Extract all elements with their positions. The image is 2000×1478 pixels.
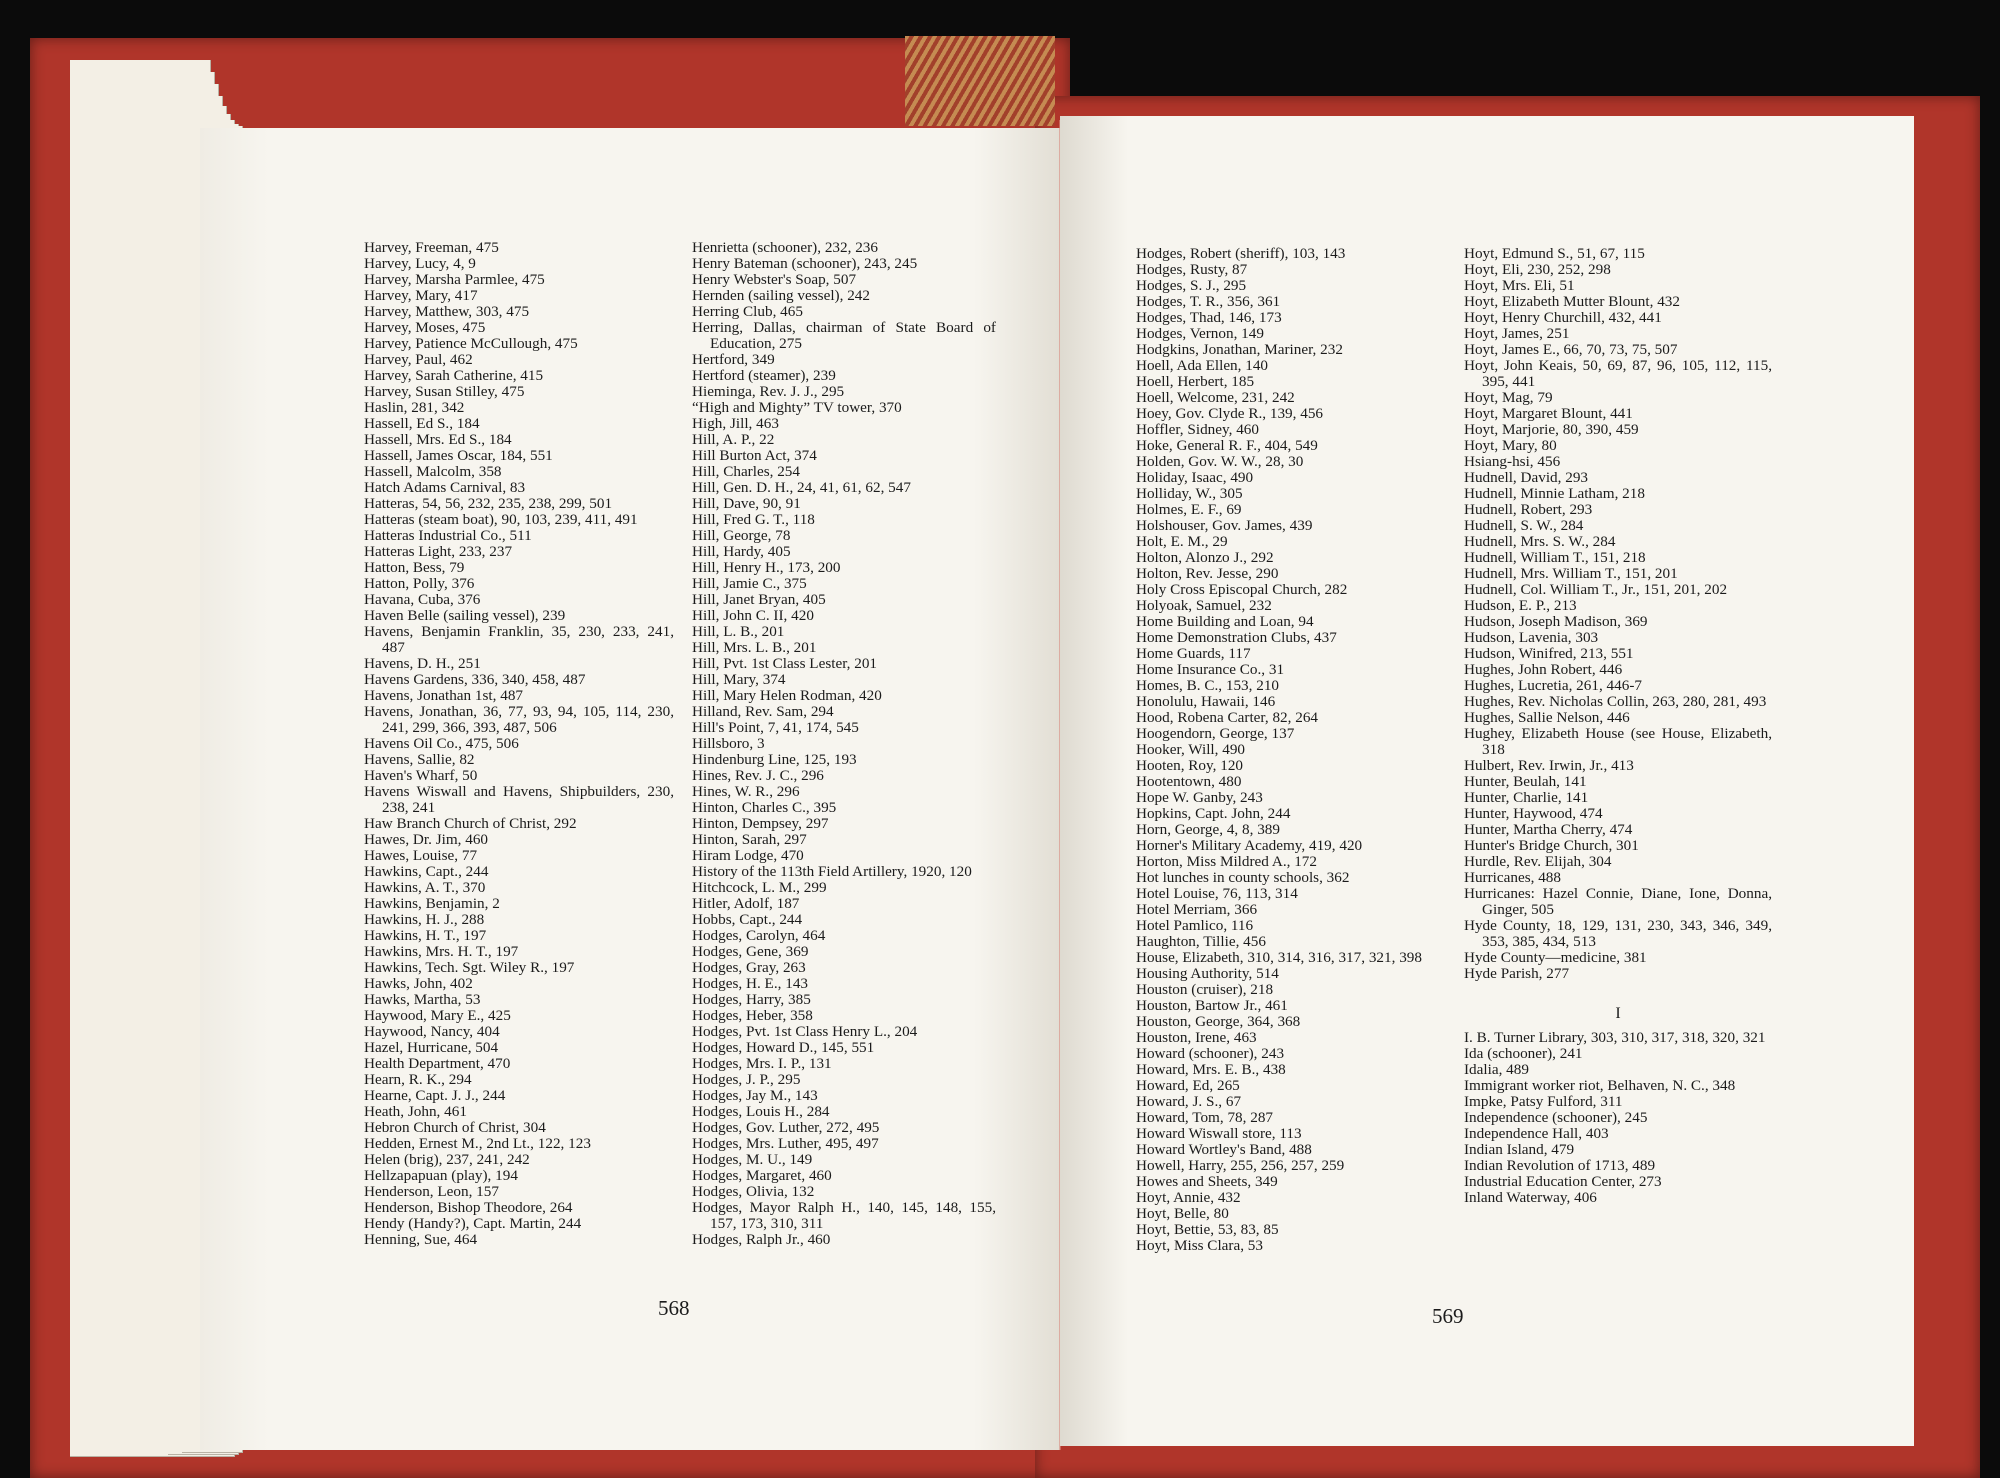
index-entry: Hodges, Thad, 146, 173 — [1136, 309, 1282, 326]
index-entry: Home Guards, 117 — [1136, 645, 1251, 662]
index-entry: Hodges, Heber, 358 — [692, 1007, 813, 1024]
index-entry: Hoell, Welcome, 231, 242 — [1136, 389, 1295, 406]
index-entry: Hulbert, Rev. Irwin, Jr., 413 — [1464, 757, 1634, 774]
index-entry: Hodges, T. R., 356, 361 — [1136, 293, 1281, 310]
index-entry: Howard (schooner), 243 — [1136, 1045, 1285, 1062]
index-entry: Haslin, 281, 342 — [364, 399, 465, 416]
index-entry: Hoey, Gov. Clyde R., 139, 456 — [1136, 405, 1324, 422]
index-entry: Haw Branch Church of Christ, 292 — [364, 815, 577, 832]
index-entry: Hughes, Rev. Nicholas Collin, 263, 280, 281, 493 — [1464, 693, 1767, 710]
index-entry: Hot lunches in county schools, 362 — [1136, 869, 1350, 886]
index-entry: Hudnell, Minnie Latham, 218 — [1464, 485, 1645, 502]
index-entry: Hoyt, Eli, 230, 252, 298 — [1464, 261, 1611, 278]
index-entry: Hill, Charles, 254 — [692, 463, 800, 480]
index-entry: Havens, Benjamin Franklin, 35, 230, 233, 241, 487 — [364, 623, 674, 656]
index-entry: Hill Burton Act, 374 — [692, 447, 817, 464]
index-entry: Holshouser, Gov. James, 439 — [1136, 517, 1313, 534]
index-entry: Hodges, Gov. Luther, 272, 495 — [692, 1119, 880, 1136]
index-entry: Hudnell, Col. William T., Jr., 151, 201, 202 — [1464, 581, 1728, 598]
index-entry: Hudson, Winifred, 213, 551 — [1464, 645, 1634, 662]
index-entry: Hudson, Lavenia, 303 — [1464, 629, 1599, 646]
index-entry: Hoell, Herbert, 185 — [1136, 373, 1255, 390]
right-column-2 — [1464, 246, 1772, 1206]
index-entry: Havana, Cuba, 376 — [364, 591, 481, 608]
index-entry: Hatteras (steam boat), 90, 103, 239, 411, 491 — [364, 511, 638, 528]
index-entry: Hodges, S. J., 295 — [1136, 277, 1247, 294]
index-entry: Hill, L. B., 201 — [692, 623, 785, 640]
left-column-1 — [364, 240, 674, 1248]
index-entry: Hunter, Haywood, 474 — [1464, 805, 1603, 822]
index-entry: Herring, Dallas, chairman of State Board of Education, 275 — [692, 319, 996, 352]
index-entry: Henrietta (schooner), 232, 236 — [692, 239, 878, 256]
index-entry: Havens, D. H., 251 — [364, 655, 481, 672]
index-entry: Havens, Jonathan, 36, 77, 93, 94, 105, 114, 230, 241, 299, 366, 393, 487, 506 — [364, 703, 674, 736]
index-entry: Holmes, E. F., 69 — [1136, 501, 1242, 518]
index-entry: Hoyt, Edmund S., 51, 67, 115 — [1464, 245, 1645, 262]
headband — [905, 36, 1055, 126]
index-entry: Hopkins, Capt. John, 244 — [1136, 805, 1291, 822]
index-entry: Hill, Pvt. 1st Class Lester, 201 — [692, 655, 878, 672]
index-entry: Hassell, Ed S., 184 — [364, 415, 480, 432]
index-entry: Home Demonstration Clubs, 437 — [1136, 629, 1337, 646]
index-entry: Hodges, Pvt. 1st Class Henry L., 204 — [692, 1023, 918, 1040]
index-entry: Hunter, Beulah, 141 — [1464, 773, 1587, 790]
section-letter: I — [1615, 1005, 1621, 1022]
index-entry: Home Insurance Co., 31 — [1136, 661, 1285, 678]
index-entry: Hodges, Mayor Ralph H., 140, 145, 148, 155, 157, 173, 310, 311 — [692, 1199, 996, 1232]
index-entry: Harvey, Marsha Parmlee, 475 — [364, 271, 545, 288]
index-entry: Hawkins, Mrs. H. T., 197 — [364, 943, 519, 960]
index-entry: Homes, B. C., 153, 210 — [1136, 677, 1280, 694]
index-entry: Hill, Mrs. L. B., 201 — [692, 639, 817, 656]
index-entry: Howard, J. S., 67 — [1136, 1093, 1242, 1110]
index-entry: Horner's Military Academy, 419, 420 — [1136, 837, 1363, 854]
index-entry: Hoke, General R. F., 404, 549 — [1136, 437, 1318, 454]
right-page-number: 569 — [1432, 1304, 1464, 1328]
index-entry: Herring Club, 465 — [692, 303, 803, 320]
index-entry: Hill, George, 78 — [692, 527, 791, 544]
index-entry: Hoyt, Bettie, 53, 83, 85 — [1136, 1221, 1279, 1238]
index-entry: Hughes, Sallie Nelson, 446 — [1464, 709, 1630, 726]
index-entry: Houston (cruiser), 218 — [1136, 981, 1274, 998]
index-entry: Hunter, Charlie, 141 — [1464, 789, 1589, 806]
index-entry: Independence Hall, 403 — [1464, 1125, 1609, 1142]
index-entry: Hodges, Jay M., 143 — [692, 1087, 818, 1104]
index-entry: Hindenburg Line, 125, 193 — [692, 751, 857, 768]
index-entry: Harvey, Lucy, 4, 9 — [364, 255, 476, 272]
index-entry: Inland Waterway, 406 — [1464, 1189, 1597, 1206]
index-entry: Indian Island, 479 — [1464, 1141, 1575, 1158]
index-entry: Hinton, Sarah, 297 — [692, 831, 807, 848]
index-entry: Hudnell, Robert, 293 — [1464, 501, 1593, 518]
index-entry: Hodges, Robert (sheriff), 103, 143 — [1136, 245, 1346, 262]
index-entry: Horton, Miss Mildred A., 172 — [1136, 853, 1317, 870]
index-entry: Havens Gardens, 336, 340, 458, 487 — [364, 671, 586, 688]
index-entry: Hearne, Capt. J. J., 244 — [364, 1087, 506, 1104]
index-entry: Hodges, H. E., 143 — [692, 975, 809, 992]
index-entry: Housing Authority, 514 — [1136, 965, 1279, 982]
index-entry: Harvey, Moses, 475 — [364, 319, 486, 336]
index-entry: Holton, Alonzo J., 292 — [1136, 549, 1274, 566]
index-entry: Hyde Parish, 277 — [1464, 965, 1570, 982]
index-entry: Hyde County, 18, 129, 131, 230, 343, 346, 349, 353, 385, 434, 513 — [1464, 917, 1772, 950]
index-entry: Hodges, Rusty, 87 — [1136, 261, 1248, 278]
index-entry: Hoyt, Elizabeth Mutter Blount, 432 — [1464, 293, 1680, 310]
index-entry: Hawkins, H. J., 288 — [364, 911, 485, 928]
index-entry: I. B. Turner Library, 303, 310, 317, 318, 320, 321 — [1464, 1029, 1766, 1046]
index-entry: Hodges, Olivia, 132 — [692, 1183, 815, 1200]
index-entry: Hyde County—medicine, 381 — [1464, 949, 1647, 966]
index-entry: Howard, Tom, 78, 287 — [1136, 1109, 1274, 1126]
index-entry: Howard Wortley's Band, 488 — [1136, 1141, 1312, 1158]
index-entry: Hodges, Harry, 385 — [692, 991, 811, 1008]
index-entry: Hill, Dave, 90, 91 — [692, 495, 801, 512]
index-entry: Ida (schooner), 241 — [1464, 1045, 1583, 1062]
index-entry: Hodgkins, Jonathan, Mariner, 232 — [1136, 341, 1343, 358]
index-entry: Hassell, Malcolm, 358 — [364, 463, 502, 480]
index-entry: Hudson, Joseph Madison, 369 — [1464, 613, 1648, 630]
index-entry: Harvey, Paul, 462 — [364, 351, 473, 368]
index-entry: Hodges, Louis H., 284 — [692, 1103, 830, 1120]
index-entry: Havens, Jonathan 1st, 487 — [364, 687, 524, 704]
index-entry: Haughton, Tillie, 456 — [1136, 933, 1266, 950]
index-entry: Hieminga, Rev. J. J., 295 — [692, 383, 845, 400]
index-entry: Hawes, Louise, 77 — [364, 847, 478, 864]
index-entry: Hillsboro, 3 — [692, 735, 765, 752]
index-entry: Haywood, Nancy, 404 — [364, 1023, 500, 1040]
index-entry: Hotel Louise, 76, 113, 314 — [1136, 885, 1298, 902]
index-entry: Hodges, Gene, 369 — [692, 943, 809, 960]
index-entry: Hudnell, S. W., 284 — [1464, 517, 1584, 534]
index-entry: Hughes, John Robert, 446 — [1464, 661, 1623, 678]
index-entry: Howard Wiswall store, 113 — [1136, 1125, 1302, 1142]
index-entry: Hoffler, Sidney, 460 — [1136, 421, 1259, 438]
index-entry: Hughes, Lucretia, 261, 446-7 — [1464, 677, 1642, 694]
index-entry: Haven Belle (sailing vessel), 239 — [364, 607, 566, 624]
index-entry: Home Building and Loan, 94 — [1136, 613, 1314, 630]
index-entry: Harvey, Freeman, 475 — [364, 239, 499, 256]
index-entry: Hope W. Ganby, 243 — [1136, 789, 1263, 806]
index-entry: Heath, John, 461 — [364, 1103, 467, 1120]
index-entry: Hodges, Gray, 263 — [692, 959, 806, 976]
index-entry: Hodges, Howard D., 145, 551 — [692, 1039, 875, 1056]
index-entry: Hoyt, Margaret Blount, 441 — [1464, 405, 1633, 422]
index-entry: Hodges, J. P., 295 — [692, 1071, 801, 1088]
index-entry: Hinton, Charles C., 395 — [692, 799, 837, 816]
index-entry: Hobbs, Capt., 244 — [692, 911, 803, 928]
index-entry: Hodges, Vernon, 149 — [1136, 325, 1264, 342]
index-entry: Hill's Point, 7, 41, 174, 545 — [692, 719, 859, 736]
index-entry: Immigrant worker riot, Belhaven, N. C., 348 — [1464, 1077, 1736, 1094]
index-entry: Hodges, Carolyn, 464 — [692, 927, 826, 944]
index-entry: Hoyt, John Keais, 50, 69, 87, 96, 105, 112, 115, 395, 441 — [1464, 357, 1772, 390]
index-entry: Hill, John C. II, 420 — [692, 607, 814, 624]
index-entry: Hitchcock, L. M., 299 — [692, 879, 827, 896]
index-entry: Hudnell, Mrs. William T., 151, 201 — [1464, 565, 1678, 582]
index-entry: Houston, George, 364, 368 — [1136, 1013, 1301, 1030]
index-entry: Hines, Rev. J. C., 296 — [692, 767, 824, 784]
index-entry: Indian Revolution of 1713, 489 — [1464, 1157, 1656, 1174]
index-entry: Hill, A. P., 22 — [692, 431, 775, 448]
index-entry: Hoyt, Belle, 80 — [1136, 1205, 1229, 1222]
index-entry: Hebron Church of Christ, 304 — [364, 1119, 546, 1136]
index-entry: Hudnell, Mrs. S. W., 284 — [1464, 533, 1616, 550]
index-entry: Holyoak, Samuel, 232 — [1136, 597, 1272, 614]
index-entry: Hawks, John, 402 — [364, 975, 473, 992]
index-entry: Hodges, M. U., 149 — [692, 1151, 813, 1168]
index-entry: Hughey, Elizabeth House (see House, Elizabeth, 318 — [1464, 725, 1772, 758]
index-entry: Henry Bateman (schooner), 243, 245 — [692, 255, 918, 272]
index-entry: Hodges, Mrs. Luther, 495, 497 — [692, 1135, 879, 1152]
index-entry: Hatton, Polly, 376 — [364, 575, 475, 592]
index-entry: Hitler, Adolf, 187 — [692, 895, 800, 912]
index-entry: Hudson, E. P., 213 — [1464, 597, 1577, 614]
index-entry: Houston, Irene, 463 — [1136, 1029, 1257, 1046]
index-entry: Howard, Mrs. E. B., 438 — [1136, 1061, 1286, 1078]
index-entry: Hootentown, 480 — [1136, 773, 1242, 790]
index-entry: Hurricanes: Hazel Connie, Diane, Ione, Donna, Ginger, 505 — [1464, 885, 1772, 918]
index-entry: Howes and Sheets, 349 — [1136, 1173, 1278, 1190]
index-entry: Hatton, Bess, 79 — [364, 559, 465, 576]
index-entry: Hodges, Margaret, 460 — [692, 1167, 832, 1184]
right-column-1 — [1136, 246, 1444, 1254]
bleed-through-text — [432, 98, 662, 116]
index-entry: Hudnell, David, 293 — [1464, 469, 1589, 486]
index-entry: Hatch Adams Carnival, 83 — [364, 479, 526, 496]
index-entry: Hawkins, Benjamin, 2 — [364, 895, 500, 912]
index-entry: Hoogendorn, George, 137 — [1136, 725, 1295, 742]
index-entry: Hatteras, 54, 56, 232, 235, 238, 299, 501 — [364, 495, 613, 512]
index-entry: Hill, Janet Bryan, 405 — [692, 591, 826, 608]
index-entry: Hunter, Martha Cherry, 474 — [1464, 821, 1633, 838]
index-entry: Havens, Sallie, 82 — [364, 751, 475, 768]
index-entry: Hoyt, Mrs. Eli, 51 — [1464, 277, 1575, 294]
index-entry: High, Jill, 463 — [692, 415, 779, 432]
index-entry: Hoyt, Miss Clara, 53 — [1136, 1237, 1263, 1254]
left-page — [200, 128, 1060, 1450]
index-entry: Holton, Rev. Jesse, 290 — [1136, 565, 1279, 582]
index-entry: Hill, Gen. D. H., 24, 41, 61, 62, 547 — [692, 479, 911, 496]
index-entry: Helen (brig), 237, 241, 242 — [364, 1151, 530, 1168]
index-entry: Hotel Pamlico, 116 — [1136, 917, 1254, 934]
index-entry: Hodges, Ralph Jr., 460 — [692, 1231, 831, 1248]
index-entry: Hassell, Mrs. Ed S., 184 — [364, 431, 512, 448]
index-entry: Hotel Merriam, 366 — [1136, 901, 1258, 918]
index-entry: Holt, E. M., 29 — [1136, 533, 1228, 550]
index-entry: Haywood, Mary E., 425 — [364, 1007, 511, 1024]
index-entry: Hassell, James Oscar, 184, 551 — [364, 447, 553, 464]
index-entry: Holliday, W., 305 — [1136, 485, 1243, 502]
index-entry: House, Elizabeth, 310, 314, 316, 317, 321, 398 — [1136, 949, 1422, 966]
left-column-2 — [692, 240, 996, 1248]
index-entry: Hatteras Industrial Co., 511 — [364, 527, 532, 544]
index-entry: Hawkins, Tech. Sgt. Wiley R., 197 — [364, 959, 575, 976]
index-entry: Hatteras Light, 233, 237 — [364, 543, 513, 560]
index-entry: Horn, George, 4, 8, 389 — [1136, 821, 1280, 838]
index-entry: Industrial Education Center, 273 — [1464, 1173, 1662, 1190]
index-entry: Hawes, Dr. Jim, 460 — [364, 831, 489, 848]
index-entry: Hines, W. R., 296 — [692, 783, 800, 800]
index-entry: Hill, Mary Helen Rodman, 420 — [692, 687, 882, 704]
index-entry: Idalia, 489 — [1464, 1061, 1529, 1078]
index-entry: Henry Webster's Soap, 507 — [692, 271, 857, 288]
index-entry: Hooten, Roy, 120 — [1136, 757, 1244, 774]
index-entry: Howell, Harry, 255, 256, 257, 259 — [1136, 1157, 1345, 1174]
index-entry: Hoyt, Mag, 79 — [1464, 389, 1553, 406]
index-entry: Havens Wiswall and Havens, Shipbuilders, 230, 238, 241 — [364, 783, 674, 816]
index-entry: Howard, Ed, 265 — [1136, 1077, 1240, 1094]
index-entry: Hilland, Rev. Sam, 294 — [692, 703, 834, 720]
index-entry: Hernden (sailing vessel), 242 — [692, 287, 870, 304]
index-entry: Hinton, Dempsey, 297 — [692, 815, 829, 832]
index-entry: Holden, Gov. W. W., 28, 30 — [1136, 453, 1304, 470]
index-entry: Harvey, Sarah Catherine, 415 — [364, 367, 544, 384]
index-entry: Havens Oil Co., 475, 506 — [364, 735, 519, 752]
index-entry: Haven's Wharf, 50 — [364, 767, 478, 784]
index-entry: Hoyt, Mary, 80 — [1464, 437, 1557, 454]
index-entry: Health Department, 470 — [364, 1055, 511, 1072]
index-entry: Hoyt, James E., 66, 70, 73, 75, 507 — [1464, 341, 1678, 358]
index-entry: Independence (schooner), 245 — [1464, 1109, 1648, 1126]
index-entry: Hodges, Mrs. I. P., 131 — [692, 1055, 832, 1072]
index-entry: Houston, Bartow Jr., 461 — [1136, 997, 1288, 1014]
index-entry: Impke, Patsy Fulford, 311 — [1464, 1093, 1623, 1110]
index-entry: Hoyt, Henry Churchill, 432, 441 — [1464, 309, 1662, 326]
index-entry: Holiday, Isaac, 490 — [1136, 469, 1254, 486]
index-entry: Harvey, Mary, 417 — [364, 287, 478, 304]
index-entry: Hertford (steamer), 239 — [692, 367, 836, 384]
index-entry: Hendy (Handy?), Capt. Martin, 244 — [364, 1215, 582, 1232]
index-entry: Hoell, Ada Ellen, 140 — [1136, 357, 1269, 374]
index-entry: Hedden, Ernest M., 2nd Lt., 122, 123 — [364, 1135, 591, 1152]
index-entry: Hill, Hardy, 405 — [692, 543, 791, 560]
index-entry: Honolulu, Hawaii, 146 — [1136, 693, 1276, 710]
index-entry: Henning, Sue, 464 — [364, 1231, 478, 1248]
index-entry: Holy Cross Episcopal Church, 282 — [1136, 581, 1348, 598]
index-entry: Hoyt, James, 251 — [1464, 325, 1570, 342]
index-entry: Harvey, Matthew, 303, 475 — [364, 303, 530, 320]
index-entry: Hill, Henry H., 173, 200 — [692, 559, 841, 576]
index-entry: Hooker, Will, 490 — [1136, 741, 1246, 758]
index-entry: History of the 113th Field Artillery, 1920, 120 — [692, 863, 972, 880]
index-entry: Hunter's Bridge Church, 301 — [1464, 837, 1639, 854]
index-entry: Hazel, Hurricane, 504 — [364, 1039, 499, 1056]
index-entry: Hill, Mary, 374 — [692, 671, 786, 688]
index-entry: Hiram Lodge, 470 — [692, 847, 804, 864]
index-entry: Henderson, Bishop Theodore, 264 — [364, 1199, 573, 1216]
index-entry: Hood, Robena Carter, 82, 264 — [1136, 709, 1319, 726]
index-entry: Hawks, Martha, 53 — [364, 991, 481, 1008]
index-entry: Harvey, Susan Stilley, 475 — [364, 383, 525, 400]
index-entry: “High and Mighty” TV tower, 370 — [692, 399, 902, 416]
index-entry: Hearn, R. K., 294 — [364, 1071, 472, 1088]
index-entry: Hoyt, Marjorie, 80, 390, 459 — [1464, 421, 1639, 438]
index-entry: Harvey, Patience McCullough, 475 — [364, 335, 578, 352]
index-entry: Hill, Fred G. T., 118 — [692, 511, 815, 528]
index-entry: Hill, Jamie C., 375 — [692, 575, 807, 592]
index-entry: Hawkins, A. T., 370 — [364, 879, 486, 896]
index-entry: Hawkins, Capt., 244 — [364, 863, 489, 880]
index-entry: Hurricanes, 488 — [1464, 869, 1561, 886]
index-entry: Hsiang-hsi, 456 — [1464, 453, 1561, 470]
left-page-number: 568 — [658, 1296, 690, 1320]
index-entry: Hudnell, William T., 151, 218 — [1464, 549, 1646, 566]
index-entry: Henderson, Leon, 157 — [364, 1183, 499, 1200]
index-entry: Hertford, 349 — [692, 351, 775, 368]
index-entry: Hoyt, Annie, 432 — [1136, 1189, 1241, 1206]
index-entry: Hellzapapuan (play), 194 — [364, 1167, 518, 1184]
right-page — [1060, 116, 1914, 1446]
index-entry: Hawkins, H. T., 197 — [364, 927, 487, 944]
index-entry: Hurdle, Rev. Elijah, 304 — [1464, 853, 1612, 870]
